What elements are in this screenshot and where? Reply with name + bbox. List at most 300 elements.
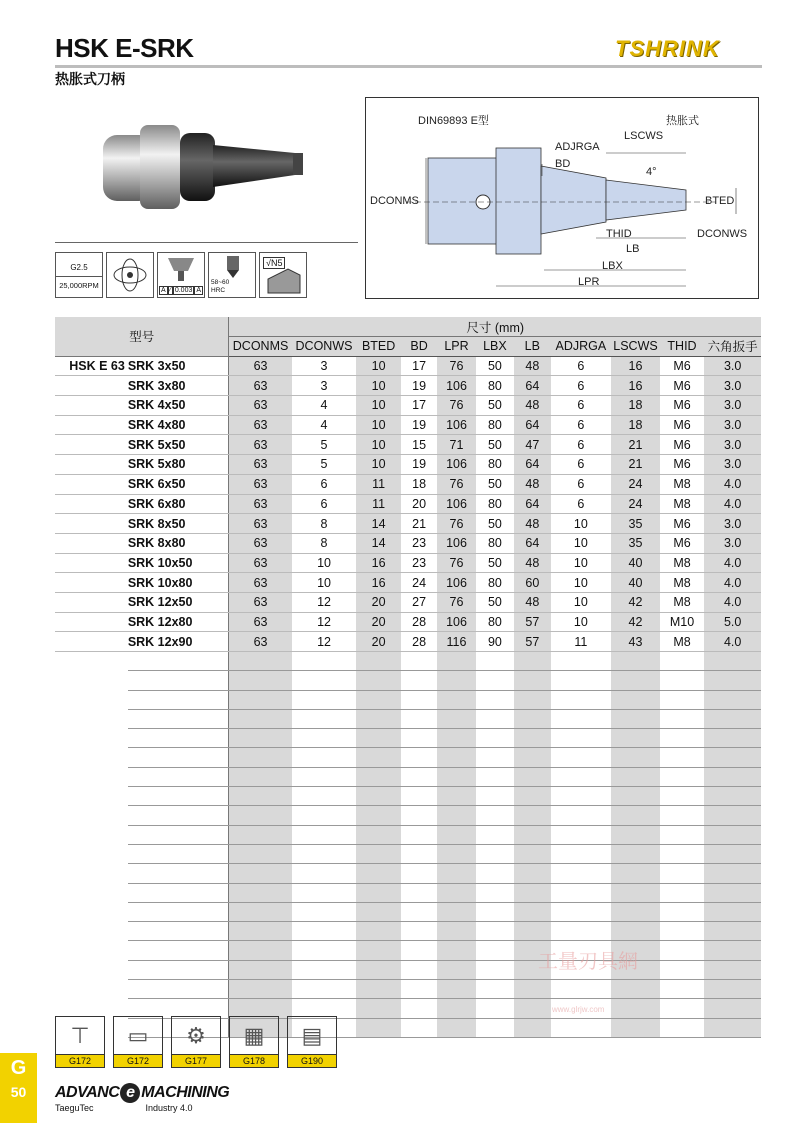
label-adjrga: ADJRGA (555, 141, 600, 153)
value-cell: 17 (401, 356, 437, 376)
series-cell (55, 396, 128, 416)
value-cell: 42 (611, 612, 660, 632)
ref-label: G172 (56, 1054, 104, 1067)
value-cell: 4.0 (704, 553, 761, 573)
label-bted: BTED (705, 195, 735, 207)
value-cell: 48 (514, 553, 550, 573)
empty-row (55, 787, 761, 806)
value-cell: 6 (551, 474, 612, 494)
series-cell (55, 553, 128, 573)
empty-row (55, 748, 761, 767)
value-cell: 48 (514, 356, 550, 376)
series-cell (55, 455, 128, 475)
value-cell: 63 (229, 612, 292, 632)
value-cell: M8 (660, 592, 705, 612)
empty-row (55, 980, 761, 999)
value-cell: 3 (292, 376, 357, 396)
value-cell: 50 (476, 553, 514, 573)
runout-datum-b: A (196, 287, 202, 294)
collet-icon[interactable] (113, 1016, 163, 1068)
hardness-value: 58~60 HRC (211, 279, 230, 294)
ref-glyph: ▤ (301, 1023, 323, 1048)
value-cell: 48 (514, 592, 550, 612)
value-cell: 106 (437, 455, 475, 475)
series-cell: HSK E 63 (55, 356, 128, 376)
ref-glyph: ⚙ (186, 1023, 206, 1048)
empty-row (55, 709, 761, 728)
value-cell: M6 (660, 376, 705, 396)
table-row (55, 376, 761, 396)
value-cell: 10 (551, 553, 612, 573)
ref-glyph: ▦ (243, 1023, 265, 1048)
value-cell: 76 (437, 592, 475, 612)
value-cell: 10 (551, 514, 612, 534)
value-cell: 16 (356, 573, 401, 593)
runout-datum: A (161, 287, 166, 294)
value-cell: 3.0 (704, 396, 761, 416)
value-cell: 4.0 (704, 573, 761, 593)
series-cell (55, 612, 128, 632)
value-cell: 4 (292, 396, 357, 416)
series-cell (55, 533, 128, 553)
value-cell: 3 (292, 356, 357, 376)
balance-grade: G2.5 (70, 263, 88, 272)
column-header: THID (660, 337, 705, 357)
value-cell: 63 (229, 592, 292, 612)
value-cell: 71 (437, 435, 475, 455)
model-cell: SRK 5x50 (128, 435, 229, 455)
value-cell: 3.0 (704, 514, 761, 534)
model-header: 型号 (55, 317, 229, 356)
value-cell: 106 (437, 415, 475, 435)
value-cell: 10 (292, 573, 357, 593)
tagline: Industry 4.0 (145, 1103, 193, 1113)
value-cell: 16 (611, 356, 660, 376)
value-cell: 19 (401, 376, 437, 396)
value-cell: 4.0 (704, 494, 761, 514)
drawing-type: 热胀式 (666, 115, 699, 127)
value-cell: 3.0 (704, 435, 761, 455)
table-row (55, 494, 761, 514)
model-cell: SRK 12x50 (128, 592, 229, 612)
value-cell: 47 (514, 435, 550, 455)
value-cell: 28 (401, 632, 437, 652)
value-cell: 10 (551, 573, 612, 593)
value-cell: 42 (611, 592, 660, 612)
value-cell: 5 (292, 435, 357, 455)
series-cell (55, 632, 128, 652)
max-rpm: 25,000RPM (59, 281, 99, 290)
model-cell: SRK 6x50 (128, 474, 229, 494)
value-cell: 4.0 (704, 592, 761, 612)
value-cell: 14 (356, 514, 401, 534)
value-cell: M8 (660, 494, 705, 514)
value-cell: 4.0 (704, 474, 761, 494)
value-cell: 43 (611, 632, 660, 652)
series-cell (55, 573, 128, 593)
value-cell: 3.0 (704, 533, 761, 553)
value-cell: 27 (401, 592, 437, 612)
value-cell: 80 (476, 415, 514, 435)
model-cell: SRK 10x80 (128, 573, 229, 593)
value-cell: 106 (437, 376, 475, 396)
label-thid: THID (606, 228, 632, 240)
value-cell: 21 (611, 435, 660, 455)
value-cell: M8 (660, 632, 705, 652)
empty-row (55, 806, 761, 825)
value-cell: 106 (437, 612, 475, 632)
runout-value: 0.003 (174, 287, 193, 294)
column-header: LB (514, 337, 550, 357)
column-header: LBX (476, 337, 514, 357)
series-cell (55, 376, 128, 396)
value-cell: 80 (476, 573, 514, 593)
empty-row (55, 960, 761, 979)
value-cell: 10 (356, 435, 401, 455)
value-cell: 24 (611, 474, 660, 494)
value-cell: 4 (292, 415, 357, 435)
value-cell: 48 (514, 474, 550, 494)
value-cell: M6 (660, 396, 705, 416)
brand-b: MACHINING (141, 1084, 230, 1101)
drawing-svg (366, 98, 758, 298)
title-rule (55, 65, 762, 68)
value-cell: 40 (611, 553, 660, 573)
value-cell: 63 (229, 573, 292, 593)
ref-label: G177 (172, 1054, 220, 1067)
value-cell: 35 (611, 514, 660, 534)
model-cell: SRK 8x80 (128, 533, 229, 553)
label-lpr: LPR (578, 276, 600, 288)
value-cell: 80 (476, 455, 514, 475)
value-cell: 12 (292, 592, 357, 612)
value-cell: 3.0 (704, 356, 761, 376)
value-cell: 76 (437, 553, 475, 573)
value-cell: 63 (229, 533, 292, 553)
value-cell: 18 (611, 415, 660, 435)
company-name: TaeguTec (55, 1103, 94, 1113)
value-cell: 19 (401, 415, 437, 435)
table-row (55, 356, 761, 376)
label-lscws: LSCWS (624, 130, 664, 142)
value-cell: M10 (660, 612, 705, 632)
watermark-url: www.glrjw.com (552, 1005, 605, 1014)
brand-a: ADVANC (55, 1084, 120, 1101)
value-cell: 11 (356, 474, 401, 494)
empty-row (55, 941, 761, 960)
ref-glyph: ▭ (127, 1023, 149, 1048)
value-cell: 63 (229, 553, 292, 573)
watermark: 工量刃具網 (538, 951, 638, 973)
value-cell: 3.0 (704, 455, 761, 475)
empty-row (55, 902, 761, 921)
column-header: DCONMS (229, 337, 292, 357)
model-cell: SRK 12x80 (128, 612, 229, 632)
value-cell: 6 (551, 356, 612, 376)
table-body (55, 356, 761, 1037)
value-cell: 6 (551, 415, 612, 435)
model-cell: SRK 3x50 (128, 356, 229, 376)
value-cell: 20 (356, 592, 401, 612)
value-cell: M6 (660, 514, 705, 534)
value-cell: 6 (551, 494, 612, 514)
value-cell: 80 (476, 533, 514, 553)
value-cell: 6 (551, 455, 612, 475)
value-cell: 106 (437, 573, 475, 593)
table-row (55, 435, 761, 455)
column-header: 六角扳手 (704, 337, 761, 357)
divider (55, 242, 358, 243)
empty-row (55, 652, 761, 671)
value-cell: 64 (514, 533, 550, 553)
value-cell: 50 (476, 514, 514, 534)
value-cell: 17 (401, 396, 437, 416)
series-cell (55, 435, 128, 455)
clamp-icon[interactable] (171, 1016, 221, 1068)
model-cell: SRK 5x80 (128, 455, 229, 475)
value-cell: 63 (229, 474, 292, 494)
table-row (55, 573, 761, 593)
value-cell: 116 (437, 632, 475, 652)
advance-machining-logo (55, 1083, 229, 1113)
table-row (55, 474, 761, 494)
model-cell: SRK 10x50 (128, 553, 229, 573)
model-cell: SRK 3x80 (128, 376, 229, 396)
model-cell: SRK 6x80 (128, 494, 229, 514)
table-row (55, 553, 761, 573)
value-cell: 50 (476, 435, 514, 455)
technical-drawing (365, 97, 759, 299)
value-cell: 24 (401, 573, 437, 593)
column-header: BD (401, 337, 437, 357)
value-cell: M6 (660, 415, 705, 435)
page-number: 50 (10, 1084, 27, 1100)
brand-e: e (120, 1083, 140, 1103)
surface-finish-icon (259, 252, 307, 298)
table-row (55, 632, 761, 652)
value-cell: 50 (476, 592, 514, 612)
value-cell: 50 (476, 474, 514, 494)
value-cell: 63 (229, 455, 292, 475)
value-cell: 76 (437, 474, 475, 494)
value-cell: 76 (437, 356, 475, 376)
value-cell: 64 (514, 494, 550, 514)
value-cell: 63 (229, 632, 292, 652)
value-cell: 20 (356, 632, 401, 652)
value-cell: 23 (401, 533, 437, 553)
empty-row (55, 883, 761, 902)
value-cell: 8 (292, 514, 357, 534)
section-letter: G (10, 1057, 27, 1079)
value-cell: 48 (514, 514, 550, 534)
section-tab (0, 1053, 37, 1123)
value-cell: M8 (660, 573, 705, 593)
value-cell: 64 (514, 415, 550, 435)
spec-icons (55, 252, 307, 300)
label-bd: BD (555, 158, 571, 170)
value-cell: 106 (437, 533, 475, 553)
value-cell: 64 (514, 376, 550, 396)
table-row (55, 612, 761, 632)
model-cell: SRK 4x50 (128, 396, 229, 416)
value-cell: 35 (611, 533, 660, 553)
label-lb: LB (626, 243, 640, 255)
series-cell (55, 592, 128, 612)
value-cell: 10 (551, 592, 612, 612)
reference-icons (55, 1016, 337, 1068)
value-cell: 10 (356, 415, 401, 435)
table-row (55, 592, 761, 612)
dims-header: 尺寸 (mm) (229, 317, 761, 337)
value-cell: 50 (476, 356, 514, 376)
brand-logo: TSHRINK (615, 36, 720, 61)
value-cell: M6 (660, 356, 705, 376)
value-cell: 10 (551, 612, 612, 632)
value-cell: 18 (611, 396, 660, 416)
value-cell: M8 (660, 474, 705, 494)
value-cell: 18 (401, 474, 437, 494)
ref-label: G178 (230, 1054, 278, 1067)
column-header: BTED (356, 337, 401, 357)
page-title: HSK E-SRK (55, 33, 194, 63)
value-cell: 63 (229, 435, 292, 455)
page-subtitle: 热胀式刀柄 (55, 71, 125, 87)
value-cell: 80 (476, 494, 514, 514)
value-cell: 57 (514, 612, 550, 632)
table-row (55, 455, 761, 475)
value-cell: 90 (476, 632, 514, 652)
surface-value: √N5 (263, 257, 285, 269)
value-cell: 10 (356, 356, 401, 376)
empty-row (55, 825, 761, 844)
value-cell: 63 (229, 356, 292, 376)
value-cell: 48 (514, 396, 550, 416)
series-cell (55, 494, 128, 514)
value-cell: 80 (476, 376, 514, 396)
value-cell: 28 (401, 612, 437, 632)
value-cell: 19 (401, 455, 437, 475)
value-cell: 20 (356, 612, 401, 632)
value-cell: 76 (437, 514, 475, 534)
value-cell: 6 (292, 494, 357, 514)
series-cell (55, 474, 128, 494)
value-cell: 6 (551, 435, 612, 455)
value-cell: 8 (292, 533, 357, 553)
empty-row (55, 844, 761, 863)
label-angle: 4° (646, 166, 657, 178)
value-cell: 57 (514, 632, 550, 652)
value-cell: 63 (229, 396, 292, 416)
ref-glyph: ⊤ (70, 1023, 90, 1048)
value-cell: 11 (356, 494, 401, 514)
value-cell: 4.0 (704, 632, 761, 652)
column-header: ADJRGA (551, 337, 612, 357)
value-cell: 14 (356, 533, 401, 553)
empty-row (55, 922, 761, 941)
value-cell: 40 (611, 573, 660, 593)
table-row (55, 415, 761, 435)
value-cell: 21 (611, 455, 660, 475)
series-cell (55, 514, 128, 534)
value-cell: 3.0 (704, 415, 761, 435)
value-cell: 10 (551, 533, 612, 553)
value-cell: 12 (292, 612, 357, 632)
column-header: LPR (437, 337, 475, 357)
value-cell: 16 (356, 553, 401, 573)
column-header: LSCWS (611, 337, 660, 357)
value-cell: 50 (476, 396, 514, 416)
hardness-icon (208, 252, 256, 298)
series-cell (55, 415, 128, 435)
value-cell: 60 (514, 573, 550, 593)
ref-label: G190 (288, 1054, 336, 1067)
value-cell: 10 (356, 396, 401, 416)
value-cell: 6 (551, 376, 612, 396)
value-cell: 3.0 (704, 376, 761, 396)
ref-label: G172 (114, 1054, 162, 1067)
value-cell: 63 (229, 415, 292, 435)
value-cell: 63 (229, 376, 292, 396)
model-cell: SRK 4x80 (128, 415, 229, 435)
label-lbx: LBX (602, 260, 623, 272)
label-dconws: DCONWS (697, 228, 748, 240)
value-cell: 10 (356, 455, 401, 475)
value-cell: 63 (229, 514, 292, 534)
empty-row (55, 864, 761, 883)
value-cell: 16 (611, 376, 660, 396)
value-cell: 10 (292, 553, 357, 573)
value-cell: 23 (401, 553, 437, 573)
value-cell: M6 (660, 533, 705, 553)
value-cell: 80 (476, 612, 514, 632)
empty-row (55, 690, 761, 709)
value-cell: 24 (611, 494, 660, 514)
value-cell: 5.0 (704, 612, 761, 632)
value-cell: 106 (437, 494, 475, 514)
value-cell: 11 (551, 632, 612, 652)
value-cell: 15 (401, 435, 437, 455)
t-wrench-icon[interactable] (55, 1016, 105, 1068)
spec-table (55, 317, 761, 1038)
value-cell: 76 (437, 396, 475, 416)
empty-row (55, 767, 761, 786)
model-cell: SRK 12x90 (128, 632, 229, 652)
product-photo (95, 115, 310, 215)
value-cell: M6 (660, 455, 705, 475)
empty-row (55, 671, 761, 690)
value-cell: 20 (401, 494, 437, 514)
value-cell: M8 (660, 553, 705, 573)
presetter-icon[interactable] (229, 1016, 279, 1068)
balance-rpm-icon (55, 252, 103, 298)
drawing-standard: DIN69893 E型 (418, 115, 489, 127)
value-cell: 64 (514, 455, 550, 475)
value-cell: 10 (356, 376, 401, 396)
column-header: DCONWS (292, 337, 357, 357)
empty-row (55, 729, 761, 748)
value-cell: 6 (551, 396, 612, 416)
runout-icon: A ⁄ 0.003 A (157, 252, 205, 298)
value-cell: 6 (292, 474, 357, 494)
table-row (55, 533, 761, 553)
value-cell: M6 (660, 435, 705, 455)
label-dconms: DCONMS (370, 195, 419, 207)
value-cell: 5 (292, 455, 357, 475)
gyro-balance-icon (106, 252, 154, 298)
technical-data-icon[interactable] (287, 1016, 337, 1068)
table-row (55, 514, 761, 534)
value-cell: 63 (229, 494, 292, 514)
